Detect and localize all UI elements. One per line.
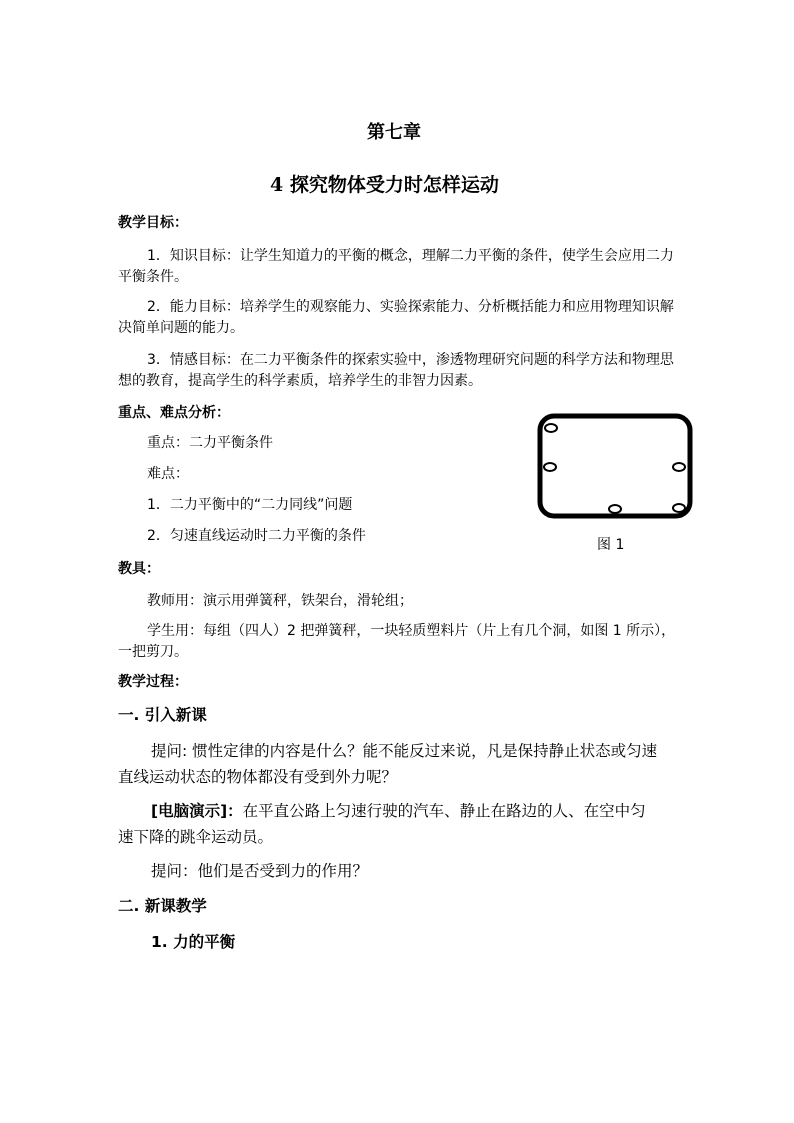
tools-heading: 教具： [118,561,160,577]
chapter-heading: 第七章 [367,122,421,143]
difficulty-1: 1．二力平衡中的“二力同线”问题 [147,497,353,513]
objective-1-line-2: 平衡条件。 [118,269,188,285]
question-1-line-2: 直线运动状态的物体都没有受到外力呢？ [118,768,398,786]
student-tools-line-2: 一把剪刀。 [118,644,188,660]
question-1-line-1: 提问: 惯性定律的内容是什么？能不能反过来说，凡是保持静止状态或匀速 [151,742,658,760]
hole-top-left [545,424,557,432]
plastic-sheet-outline [540,416,690,516]
question-2: 提问：他们是否受到力的作用？ [151,862,369,880]
objective-1-line-1: 1．知识目标：让学生知道力的平衡的概念，理解二力平衡的条件，使学生会应用二力 [147,248,674,264]
objectives-heading: 教学目标： [118,215,188,231]
key-points-heading: 重点、难点分析： [118,405,230,421]
demo-label: [电脑演示]： [151,802,243,820]
plastic-sheet-figure [536,412,696,524]
process-heading: 教学过程： [118,674,188,690]
teacher-tools: 教师用：演示用弹簧秤，铁架台，滑轮组； [147,593,413,609]
objective-2-line-2: 决简单问题的能力。 [118,320,244,336]
key-point: 重点：二力平衡条件 [147,435,273,451]
hole-bottom-right [673,504,685,512]
difficulty-label: 难点： [147,466,189,482]
demo-paragraph [151,799,646,821]
section-2-heading: 二. 新课教学 [118,897,207,915]
demo-line-2: 速下降的跳伞运动员。 [118,828,274,846]
hole-right [673,463,685,471]
hole-bottom [609,505,621,513]
hole-left [544,463,556,471]
section-1-heading: 一. 引入新课 [118,706,207,724]
objective-2-line-1: 2．能力目标：培养学生的观察能力、实验探索能力、分析概括能力和应用物理知识解 [147,299,674,315]
student-tools-line-1: 学生用：每组（四人）2 把弹簧秤，一块轻质塑料片（片上有几个洞，如图 1 所示）， [147,623,676,639]
objective-3-line-2: 想的教育，提高学生的科学素质，培养学生的非智力因素。 [118,373,482,389]
demo-line-1: 在平直公路上匀速行驶的汽车、静止在路边的人、在空中匀 [242,802,646,820]
objective-3-line-1: 3．情感目标：在二力平衡条件的探索实验中，渗透物理研究问题的科学方法和物理思 [147,352,674,368]
difficulty-2: 2．匀速直线运动时二力平衡的条件 [147,528,366,544]
page-title: 4 探究物体受力时怎样运动 [270,174,499,196]
subsection-1-heading: 1. 力的平衡 [151,933,236,951]
figure-caption: 图 1 [597,537,625,553]
